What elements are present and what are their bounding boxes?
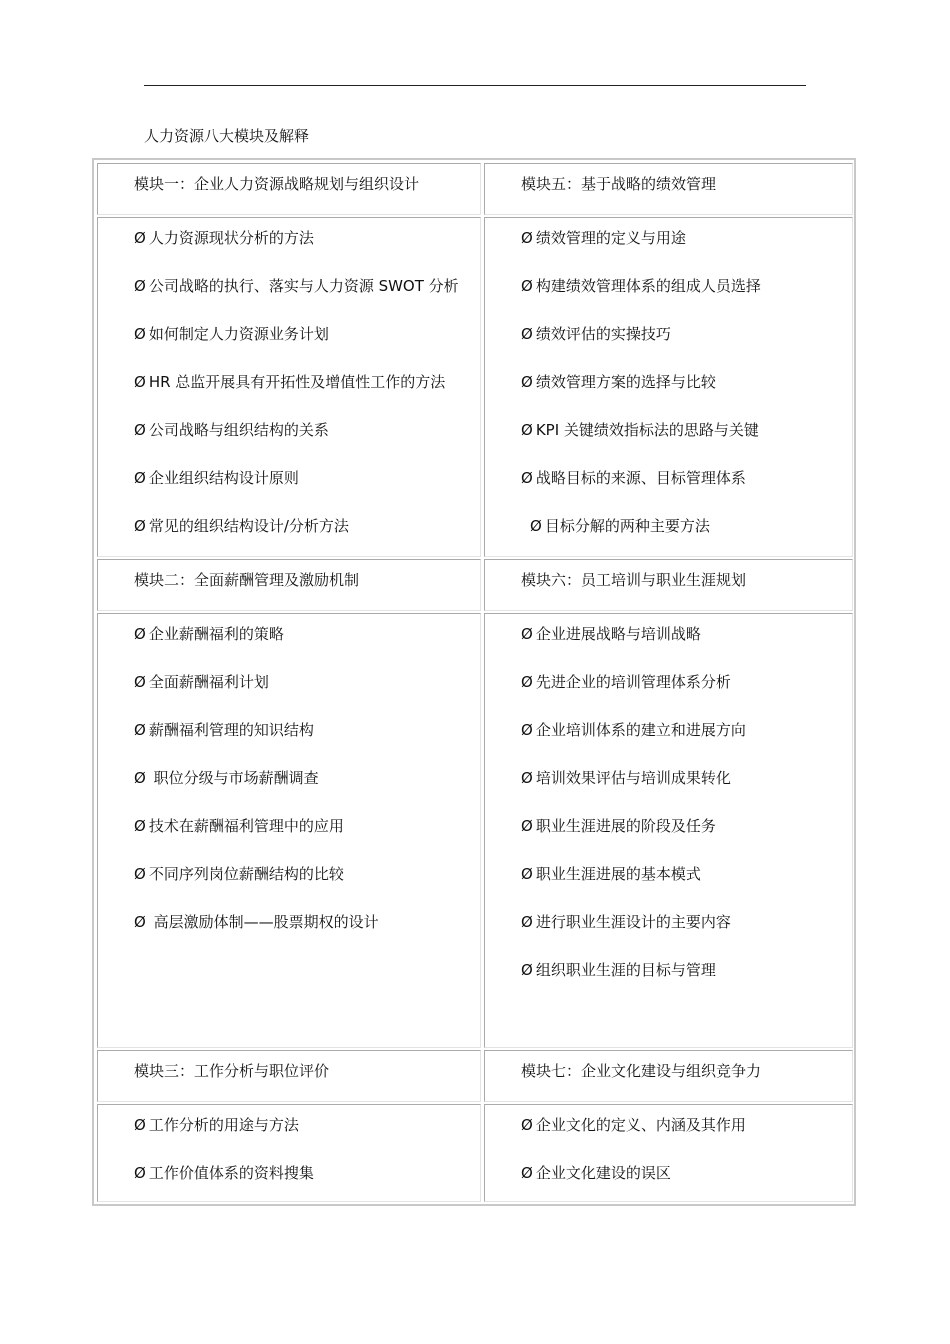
list-item: Ø 培训效果评估与培训成果转化 [521,769,731,787]
module-7-title: 模块七：企业文化建设与组织竞争力 [521,1062,762,1080]
list-item: Ø 常见的组织结构设计/分析方法 [134,517,349,535]
bullet-icon: Ø [134,865,146,883]
list-item: Ø 企业进展战略与培训战略 [521,625,701,643]
bullet-icon: Ø [134,769,146,787]
list-item: Ø 绩效评估的实操技巧 [521,325,671,343]
bullet-icon: Ø [521,625,533,643]
bullet-icon: Ø [134,913,146,931]
bullet-icon: Ø [134,1164,146,1182]
module-7-header [484,1050,853,1102]
list-item: Ø 公司战略的执行、落实与人力资源 SWOT 分析 [134,277,459,295]
list-item: Ø 企业组织结构设计原则 [134,469,299,487]
bullet-icon: Ø [521,961,533,979]
bullet-icon: Ø [521,865,533,883]
module-5-title: 模块五：基于战略的绩效管理 [521,175,717,193]
bullet-icon: Ø [521,373,533,391]
bullet-icon: Ø [134,373,146,391]
list-item: Ø 全面薪酬福利计划 [134,673,269,691]
module-7-items [521,1115,746,1202]
list-item: Ø HR 总监开展具有开拓性及增值性工作的方法 [134,373,446,391]
module-6-title: 模块六：员工培训与职业生涯规划 [521,571,747,589]
bullet-icon: Ø [134,625,146,643]
bullet-icon: Ø [521,1164,533,1182]
list-item: Ø 目标分解的两种主要方法 [530,517,710,535]
list-item: Ø 进行职业生涯设计的主要内容 [521,913,731,931]
list-item: Ø 如何制定人力资源业务计划 [134,325,329,343]
list-item: Ø 企业文化建设的误区 [521,1164,671,1182]
module-1-body [97,217,481,557]
list-item: Ø 企业薪酬福利的策略 [134,625,284,643]
list-item: Ø KPI 关键绩效指标法的思路与关键 [521,421,759,439]
list-item: Ø 绩效管理方案的选择与比较 [521,373,716,391]
module-3-body [97,1104,481,1202]
module-6-body [484,613,853,1048]
module-1-items [134,228,459,557]
module-1-header [97,163,481,215]
list-item: Ø 工作价值体系的资料搜集 [134,1164,314,1182]
bullet-icon: Ø [521,673,533,691]
list-item: Ø 先进企业的培训管理体系分析 [521,673,731,691]
document-title: 人力资源八大模块及解释 [144,127,310,145]
bullet-icon: Ø [530,517,542,535]
module-3-items [134,1115,314,1202]
top-rule [144,85,806,86]
list-item: Ø 职位分级与市场薪酬调查 [134,769,319,787]
bullet-icon: Ø [134,469,146,487]
bullet-icon: Ø [134,277,146,295]
list-item: Ø 职业生涯进展的阶段及任务 [521,817,716,835]
bullet-icon: Ø [521,325,533,343]
module-6-items [521,624,746,1008]
module-5-body [484,217,853,557]
bullet-icon: Ø [521,817,533,835]
bullet-icon: Ø [134,229,146,247]
bullet-icon: Ø [134,517,146,535]
bullet-icon: Ø [521,913,533,931]
list-item: Ø 构建绩效管理体系的组成人员选择 [521,277,761,295]
module-2-items [134,624,379,960]
module-1-title: 模块一：企业人力资源战略规划与组织设计 [134,175,420,193]
bullet-icon: Ø [134,721,146,739]
list-item: Ø 职业生涯进展的基本模式 [521,865,701,883]
list-item: Ø 不同序列岗位薪酬结构的比较 [134,865,344,883]
list-item: Ø 企业培训体系的建立和进展方向 [521,721,746,739]
module-2-header [97,559,481,611]
bullet-icon: Ø [521,229,533,247]
module-3-header [97,1050,481,1102]
bullet-icon: Ø [134,817,146,835]
list-item: Ø 绩效管理的定义与用途 [521,229,686,247]
bullet-icon: Ø [521,277,533,295]
module-3-title: 模块三：工作分析与职位评价 [134,1062,330,1080]
bullet-icon: Ø [134,421,146,439]
bullet-icon: Ø [134,325,146,343]
bullet-icon: Ø [134,673,146,691]
module-2-title: 模块二：全面薪酬管理及激励机制 [134,571,360,589]
list-item: Ø 公司战略与组织结构的关系 [134,421,329,439]
module-5-header [484,163,853,215]
list-item: Ø 薪酬福利管理的知识结构 [134,721,314,739]
list-item: Ø 技术在薪酬福利管理中的应用 [134,817,344,835]
bullet-icon: Ø [521,421,533,439]
list-item: Ø 高层激励体制——股票期权的设计 [134,913,379,931]
list-item: Ø 企业文化的定义、内涵及其作用 [521,1116,746,1134]
list-item: Ø 人力资源现状分析的方法 [134,229,314,247]
list-item: Ø 工作分析的用途与方法 [134,1116,299,1134]
module-6-header [484,559,853,611]
module-2-body [97,613,481,1048]
bullet-icon: Ø [521,1116,533,1134]
bullet-icon: Ø [134,1116,146,1134]
list-item: Ø 组织职业生涯的目标与管理 [521,961,716,979]
list-item: Ø 战略目标的来源、目标管理体系 [521,469,746,487]
module-7-body [484,1104,853,1202]
bullet-icon: Ø [521,721,533,739]
module-5-items [521,228,761,557]
bullet-icon: Ø [521,769,533,787]
bullet-icon: Ø [521,469,533,487]
